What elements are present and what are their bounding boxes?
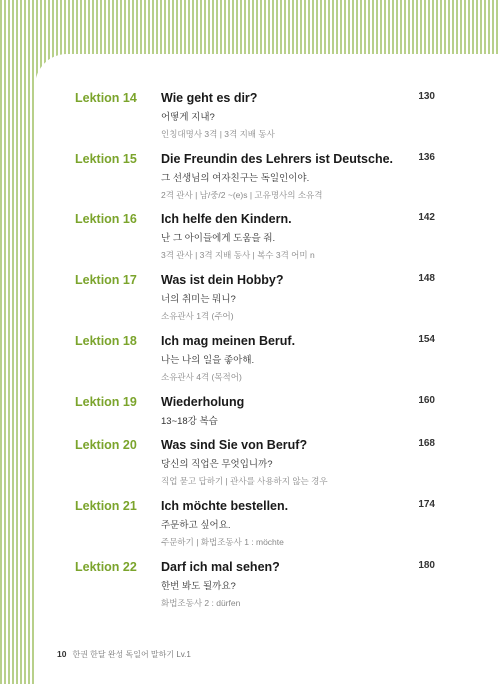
lesson-number: Lektion 15 — [75, 152, 137, 166]
lesson-number: Lektion 16 — [75, 212, 137, 226]
lesson-title: Die Freundin des Lehrers ist Deutsche. — [161, 152, 394, 166]
toc-entry-lektion-16[interactable] — [35, 212, 500, 262]
lesson-subtitle: 주문하고 싶어요. — [161, 520, 231, 531]
lesson-title: Ich mag meinen Beruf. — [161, 334, 296, 348]
toc-entry-lektion-17[interactable] — [35, 273, 500, 323]
toc-entry-lektion-18[interactable] — [35, 334, 500, 384]
toc-entry-lektion-21[interactable] — [35, 499, 500, 549]
lesson-topics: 인칭대명사 3격 | 3격 지배 동사 — [161, 129, 275, 139]
lesson-number: Lektion 22 — [75, 560, 137, 574]
lesson-page-number: 136 — [418, 152, 435, 163]
lesson-title: Ich helfe den Kindern. — [161, 212, 292, 226]
lesson-title: Was ist dein Hobby? — [161, 273, 284, 287]
toc-entry-lektion-15[interactable] — [35, 152, 500, 202]
lesson-number: Lektion 18 — [75, 334, 137, 348]
lesson-subtitle: 당신의 직업은 무엇입니까? — [161, 459, 273, 470]
lesson-subtitle: 난 그 아이들에게 도움을 줘. — [161, 233, 276, 244]
footer-page-number: 10 — [57, 649, 67, 659]
lesson-page-number: 148 — [418, 273, 435, 284]
lesson-topics: 소유관사 4격 (목적어) — [161, 372, 242, 382]
lesson-title: Was sind Sie von Beruf? — [161, 438, 308, 452]
lesson-topics: 3격 관사 | 3격 지배 동사 | 복수 3격 어미 n — [161, 250, 315, 260]
lesson-page-number: 130 — [418, 91, 435, 102]
lesson-subtitle: 13~18강 복습 — [161, 416, 218, 427]
lesson-subtitle: 너의 취미는 뭐니? — [161, 294, 236, 305]
lesson-topics: 화법조동사 2 : dürfen — [161, 598, 241, 608]
lesson-number: Lektion 21 — [75, 499, 137, 513]
footer-book-title: 한권 한달 완성 독일어 말하기 Lv.1 — [72, 650, 191, 659]
lesson-subtitle: 그 선생님의 여자친구는 독일인이야. — [161, 173, 310, 184]
lesson-topics: 2격 관사 | 남/중/2 ~(e)s | 고유명사의 소유격 — [161, 190, 323, 200]
lesson-page-number: 180 — [418, 560, 435, 571]
toc-entry-lektion-22[interactable] — [35, 560, 500, 610]
toc-entry-lektion-14[interactable] — [35, 91, 500, 141]
lesson-subtitle: 어떻게 지내? — [161, 112, 215, 123]
lesson-subtitle: 한번 봐도 될까요? — [161, 581, 236, 592]
lesson-title: Wiederholung — [161, 395, 245, 409]
lesson-subtitle: 나는 나의 일을 좋아해. — [161, 355, 255, 366]
lesson-page-number: 160 — [418, 395, 435, 406]
lesson-page-number: 174 — [418, 499, 435, 510]
lesson-topics: 주문하기 | 화법조동사 1 : möchte — [161, 537, 284, 547]
lesson-title: Wie geht es dir? — [161, 91, 258, 105]
lesson-title: Darf ich mal sehen? — [161, 560, 280, 574]
page-footer — [57, 649, 191, 660]
lesson-topics: 소유관사 1격 (주어) — [161, 311, 234, 321]
toc-entry-lektion-20[interactable] — [35, 438, 500, 488]
toc-page — [35, 54, 500, 684]
lesson-page-number: 142 — [418, 212, 435, 223]
lesson-title: Ich möchte bestellen. — [161, 499, 289, 513]
lesson-number: Lektion 17 — [75, 273, 137, 287]
lesson-page-number: 168 — [418, 438, 435, 449]
lesson-number: Lektion 20 — [75, 438, 137, 452]
lesson-page-number: 154 — [418, 334, 435, 345]
lesson-topics: 직업 묻고 답하기 | 관사를 사용하지 않는 경우 — [161, 476, 328, 486]
lesson-number: Lektion 19 — [75, 395, 137, 409]
lesson-number: Lektion 14 — [75, 91, 137, 105]
